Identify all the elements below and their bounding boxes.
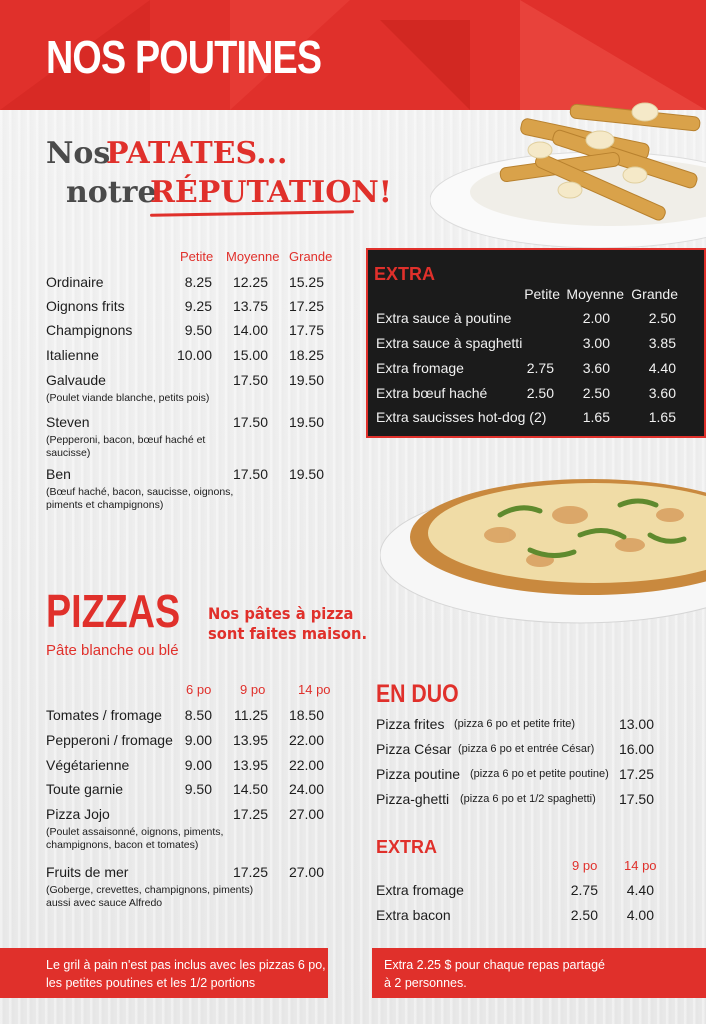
price-14po: 22.00 bbox=[288, 732, 324, 748]
item-name: Toute garnie bbox=[46, 781, 124, 797]
footer-line: à 2 personnes. bbox=[384, 976, 467, 990]
list-item bbox=[376, 716, 660, 741]
column-header: 9 po bbox=[572, 858, 598, 873]
item-name: Pizza poutine bbox=[376, 766, 461, 782]
column-header: Moyenne bbox=[566, 286, 624, 302]
footer-line: Extra 2.25 $ pour chaque repas partagé bbox=[384, 958, 605, 972]
duo-list bbox=[376, 716, 660, 816]
slogan-word: notre bbox=[66, 175, 157, 210]
slogan-underline bbox=[150, 210, 354, 217]
price-petite: 9.50 bbox=[184, 322, 212, 338]
price-14po: 18.50 bbox=[288, 707, 324, 723]
item-name: Extra bacon bbox=[376, 907, 451, 923]
item-name: Pizza frites bbox=[376, 716, 445, 732]
slogan-highlight: PATATES... bbox=[106, 136, 288, 171]
item-name: Extra fromage bbox=[376, 882, 464, 898]
item-name: Ben bbox=[46, 466, 71, 482]
item-name: Pepperoni / fromage bbox=[46, 732, 173, 748]
item-name: Extra bœuf haché bbox=[376, 385, 488, 401]
price-moyenne: 2.50 bbox=[582, 385, 610, 401]
list-item bbox=[46, 414, 336, 466]
column-header: Grande bbox=[631, 286, 678, 302]
column-header: Moyenne bbox=[226, 249, 280, 264]
pizza-photo bbox=[380, 445, 706, 625]
price-moyenne: 2.00 bbox=[582, 310, 610, 326]
list-item bbox=[46, 466, 336, 518]
price-petite: 8.25 bbox=[184, 274, 212, 290]
price-grande: 17.75 bbox=[288, 322, 324, 338]
list-item bbox=[46, 806, 336, 864]
extra-title: EXTRA bbox=[374, 264, 436, 284]
price-grande: 3.60 bbox=[648, 385, 676, 401]
price-6po: 9.00 bbox=[184, 757, 212, 773]
list-item bbox=[46, 347, 336, 372]
item-name: Champignons bbox=[46, 322, 133, 338]
item-detail: (pizza 6 po et petite poutine) bbox=[470, 768, 609, 780]
footer-line: Le gril à pain n'est pas inclus avec les pizzas 6 po, bbox=[46, 958, 326, 972]
list-item bbox=[46, 757, 336, 781]
price-moyenne: 13.75 bbox=[232, 298, 268, 314]
price-6po: 8.50 bbox=[184, 707, 212, 723]
section-title: EN DUO bbox=[376, 680, 459, 708]
price-grande: 17.25 bbox=[288, 298, 324, 314]
price-9po: 17.25 bbox=[232, 864, 268, 880]
note-line: Nos pâtes à pizza bbox=[208, 604, 354, 623]
pizza-list bbox=[46, 707, 336, 914]
price-grande: 1.65 bbox=[648, 409, 676, 425]
price-9po: 14.50 bbox=[232, 781, 268, 797]
item-name: Extra sauce à spaghetti bbox=[376, 335, 523, 351]
pizza-dough-note bbox=[208, 604, 367, 644]
price-moyenne: 3.60 bbox=[582, 360, 610, 376]
price-petite: 2.75 bbox=[526, 360, 554, 376]
price-9po: 13.95 bbox=[232, 732, 268, 748]
item-price: 17.50 bbox=[618, 791, 654, 807]
extra-title: EXTRA bbox=[376, 837, 438, 857]
item-detail: (pizza 6 po et entrée César) bbox=[458, 743, 595, 755]
price-9po: 2.75 bbox=[570, 882, 598, 898]
item-name: Italienne bbox=[46, 347, 99, 363]
item-name: Steven bbox=[46, 414, 90, 430]
item-description: (Poulet viande blanche, petits pois) bbox=[46, 392, 210, 404]
list-item bbox=[46, 732, 336, 757]
item-name: Oignons frits bbox=[46, 298, 125, 314]
item-description: (Goberge, crevettes, champignons, piments) aussi avec sauce Alfredo bbox=[46, 884, 254, 909]
price-moyenne: 1.65 bbox=[582, 409, 610, 425]
poutine-list bbox=[46, 274, 336, 518]
price-moyenne: 12.25 bbox=[232, 274, 268, 290]
column-header: Petite bbox=[524, 286, 560, 302]
item-name: Extra sauce à poutine bbox=[376, 310, 512, 326]
item-name: Végétarienne bbox=[46, 757, 130, 773]
column-header: 14 po bbox=[624, 858, 657, 873]
item-price: 17.25 bbox=[618, 766, 654, 782]
slogan-highlight: RÉPUTATION! bbox=[150, 175, 392, 210]
list-item bbox=[376, 741, 660, 766]
price-9po: 2.50 bbox=[570, 907, 598, 923]
list-item bbox=[46, 372, 336, 414]
item-name: Extra fromage bbox=[376, 360, 464, 376]
price-moyenne: 17.50 bbox=[232, 466, 268, 482]
item-name: Pizza César bbox=[376, 741, 452, 757]
item-price: 16.00 bbox=[618, 741, 654, 757]
item-name: Extra saucisses hot-dog (2) bbox=[376, 409, 547, 425]
item-name: Galvaude bbox=[46, 372, 106, 388]
list-item bbox=[376, 882, 660, 907]
list-item bbox=[46, 274, 336, 298]
column-header: 14 po bbox=[298, 682, 331, 697]
price-grande: 3.85 bbox=[648, 335, 676, 351]
list-item bbox=[46, 781, 336, 806]
price-moyenne: 17.50 bbox=[232, 372, 268, 388]
price-14po: 4.40 bbox=[626, 882, 654, 898]
price-petite: 10.00 bbox=[176, 347, 212, 363]
item-detail: (pizza 6 po et 1/2 spaghetti) bbox=[460, 793, 596, 805]
footer-note-right bbox=[372, 948, 706, 998]
price-14po: 27.00 bbox=[288, 864, 324, 880]
price-14po: 4.00 bbox=[626, 907, 654, 923]
item-name: Ordinaire bbox=[46, 274, 104, 290]
item-name: Pizza Jojo bbox=[46, 806, 110, 822]
column-header: 6 po bbox=[186, 682, 212, 697]
section-subtitle: Pâte blanche ou blé bbox=[46, 642, 179, 659]
price-moyenne: 15.00 bbox=[232, 347, 268, 363]
price-grande: 15.25 bbox=[288, 274, 324, 290]
item-description: (Poulet assaisonné, oignons, piments, champignons, bacon et tomates) bbox=[46, 826, 224, 851]
item-name: Tomates / fromage bbox=[46, 707, 162, 723]
price-grande: 19.50 bbox=[288, 372, 324, 388]
item-detail: (pizza 6 po et petite frite) bbox=[454, 718, 576, 730]
price-grande: 2.50 bbox=[648, 310, 676, 326]
price-grande: 4.40 bbox=[648, 360, 676, 376]
list-item bbox=[376, 791, 660, 816]
note-line: sont faites maison. bbox=[208, 624, 368, 643]
item-name: Fruits de mer bbox=[46, 864, 129, 880]
price-14po: 24.00 bbox=[288, 781, 324, 797]
item-price: 13.00 bbox=[618, 716, 654, 732]
price-grande: 18.25 bbox=[288, 347, 324, 363]
column-header: Petite bbox=[180, 249, 214, 264]
column-header: 9 po bbox=[240, 682, 266, 697]
price-grande: 19.50 bbox=[288, 414, 324, 430]
footer-line: les petites poutines et les 1/2 portions bbox=[46, 976, 256, 990]
price-6po: 9.00 bbox=[184, 732, 212, 748]
price-9po: 13.95 bbox=[232, 757, 268, 773]
poutine-photo bbox=[430, 90, 706, 250]
item-name: Pizza-ghetti bbox=[376, 791, 450, 807]
price-14po: 22.00 bbox=[288, 757, 324, 773]
list-item bbox=[46, 298, 336, 322]
price-6po: 9.50 bbox=[184, 781, 212, 797]
slogan-word: Nos bbox=[46, 136, 111, 171]
extra-poutine-table bbox=[374, 284, 700, 434]
price-moyenne: 3.00 bbox=[582, 335, 610, 351]
list-item bbox=[46, 322, 336, 347]
price-14po: 27.00 bbox=[288, 806, 324, 822]
price-9po: 11.25 bbox=[234, 707, 268, 723]
price-moyenne: 17.50 bbox=[232, 414, 268, 430]
extra-pizza-list bbox=[376, 882, 660, 932]
list-item bbox=[376, 766, 660, 791]
price-9po: 17.25 bbox=[232, 806, 268, 822]
item-description: (Pepperoni, bacon, bœuf haché et saucisse) bbox=[46, 434, 206, 459]
price-petite: 9.25 bbox=[184, 298, 212, 314]
price-grande: 19.50 bbox=[288, 466, 324, 482]
item-description: (Bœuf haché, bacon, saucisse, oignons, piments et champignons) bbox=[46, 486, 234, 511]
list-item bbox=[46, 864, 336, 914]
price-petite: 2.50 bbox=[526, 385, 554, 401]
list-item bbox=[376, 907, 660, 932]
section-title: PIZZAS bbox=[46, 585, 181, 637]
list-item bbox=[46, 707, 336, 732]
page-title: NOS POUTINES bbox=[46, 31, 322, 83]
price-moyenne: 14.00 bbox=[232, 322, 268, 338]
footer-note-left bbox=[0, 948, 328, 998]
column-header: Grande bbox=[289, 249, 333, 264]
